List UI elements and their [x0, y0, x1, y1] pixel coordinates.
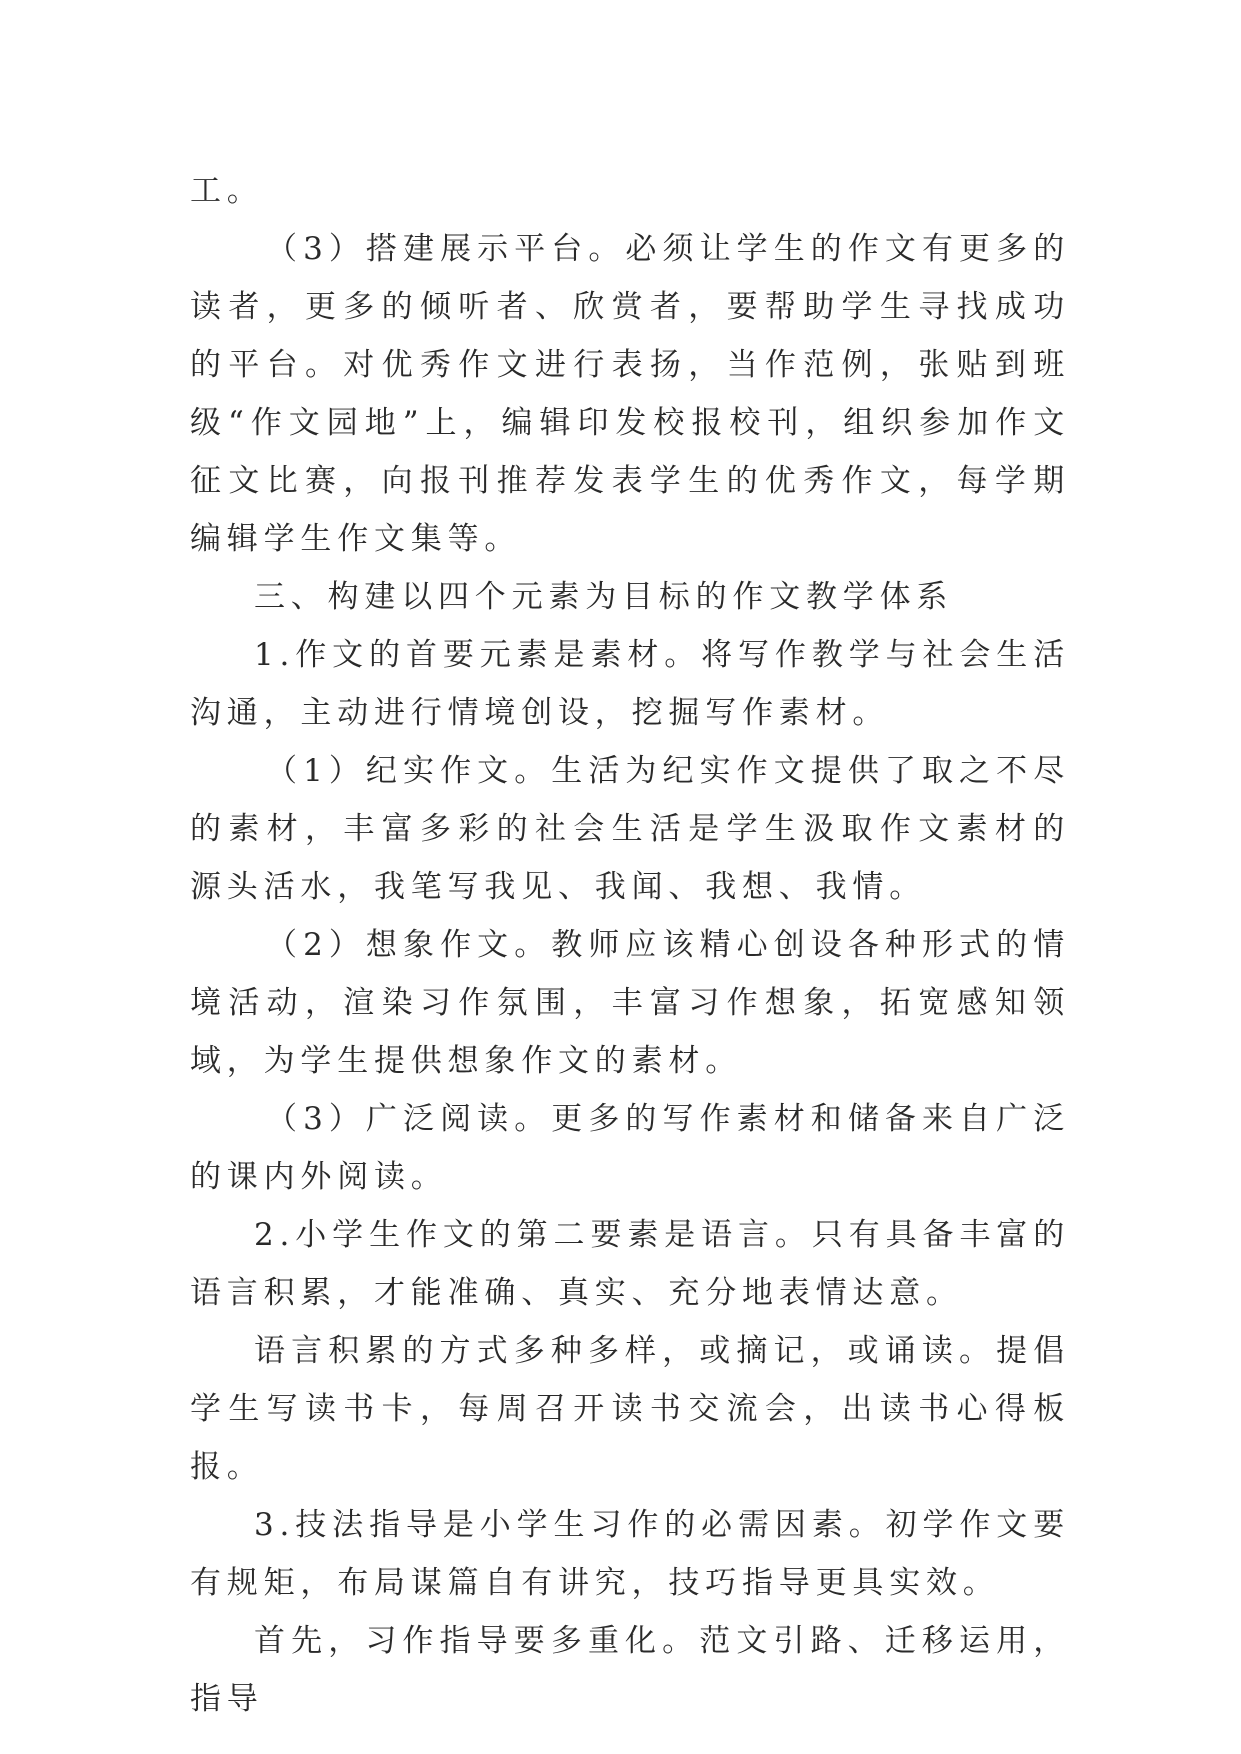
paragraph-language-accumulation: 语言积累的方式多种多样，或摘记，或诵读。提倡学生写读书卡，每周召开读书交流会，出读书心得板报。: [190, 1333, 1070, 1485]
paragraph-display-platform: （3）搭建展示平台。必须让学生的作文有更多的读者，更多的倾听者、欣赏者，要帮助学生寻找成功的平台。对优秀作文进行表扬，当作范例，张贴到班级“作文园地”上，编辑印发校报校刊，组织参加作文征文比赛，向报刊推荐发表学生的优秀作文，每学期编辑学生作文集等。: [190, 231, 1070, 557]
paragraph-documentary-writing: （1）纪实作文。生活为纪实作文提供了取之不尽的素材，丰富多彩的社会生活是学生汲取作文素材的源头活水，我笔写我见、我闻、我想、我情。: [190, 753, 1070, 905]
document-body: [190, 162, 1070, 1728]
paragraph-extensive-reading: （3）广泛阅读。更多的写作素材和储备来自广泛的课内外阅读。: [190, 1101, 1070, 1195]
paragraph-material-element: 1.作文的首要元素是素材。将写作教学与社会生活沟通，主动进行情境创设，挖掘写作素材。: [190, 637, 1070, 731]
paragraph-continuation: 工。: [190, 173, 264, 209]
paragraph-language-element: 2.小学生作文的第二要素是语言。只有具备丰富的语言积累，才能准确、真实、充分地表情达意。: [190, 1217, 1070, 1311]
section-heading-three: 三、构建以四个元素为目标的作文教学体系: [254, 579, 954, 615]
paragraph-technique-guidance: 3.技法指导是小学生习作的必需因素。初学作文要有规矩，布局谋篇自有讲究，技巧指导更具实效。: [190, 1507, 1070, 1601]
paragraph-imaginative-writing: （2）想象作文。教师应该精心创设各种形式的情境活动，渲染习作氛围，丰富习作想象，拓宽感知领域，为学生提供想象作文的素材。: [190, 927, 1070, 1079]
paragraph-first-guidance: 首先，习作指导要多重化。范文引路、迁移运用，指导: [190, 1623, 1070, 1717]
